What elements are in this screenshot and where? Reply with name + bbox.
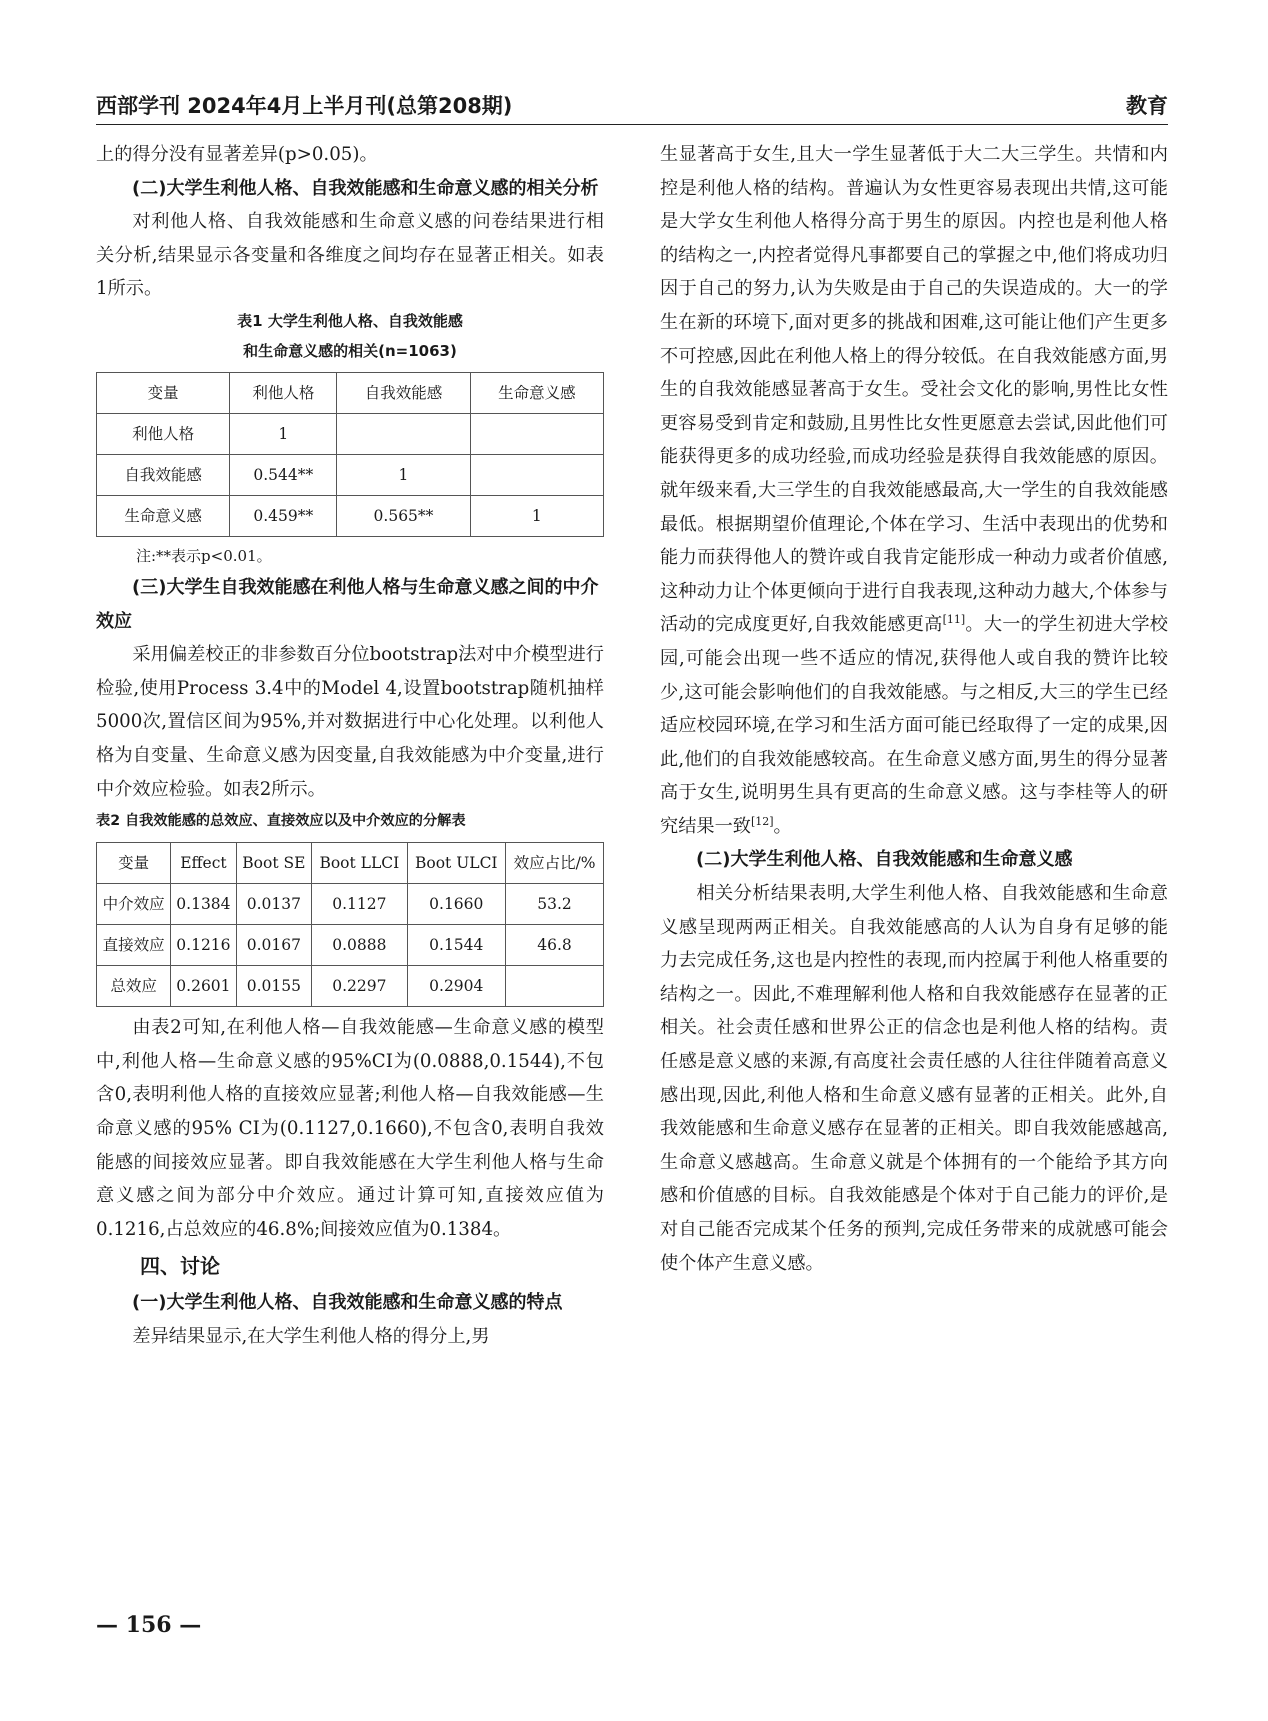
table2-caption: 表2 自我效能感的总效应、直接效应以及中介效应的分解表 — [96, 813, 466, 830]
table-header-cell: Boot LLCI — [312, 843, 407, 884]
paragraph: 由表2可知,在利他人格—自我效能感—生命意义感的模型中,利他人格—生命意义感的95%CI为(0.0888,0.1544),不包含0,表明利他人格的直接效应显著;利他人格—自我效能感—生命意义感的95% CI为(0.1127,0.1660),不包含0,表明自我效能感的间接效应显著。即自我效能感在大学生利他人格与生命意义感之间为部分中介效应。通过计算可知,直接效应值为0.1216,占总效应的46.8%;间接效应值为0.1384。 — [96, 1017, 604, 1240]
paragraph-text: 。大一的学生初进大学校园,可能会出现一些不适应的情况,获得他人或自我的赞许比较少,这可能会影响他们的自我效能感。与之相反,大三的学生已经适应校园环境,在学习和生活方面可能已经取得了一定的成果,因此,他们的自我效能感较高。在生命意义感方面,男生的得分显著高于女生,说明男生具有更高的生命意义感。这与李桂等人的研究结果一致 — [660, 614, 1168, 837]
table-row — [97, 495, 604, 536]
table-header-cell: Boot SE — [236, 843, 312, 884]
table2 — [96, 842, 604, 1007]
table-cell: 1 — [470, 495, 603, 536]
table-header-cell: Boot ULCI — [407, 843, 506, 884]
table-cell: 0.1384 — [171, 884, 236, 925]
table-cell: 0.1544 — [407, 925, 506, 966]
table-cell: 0.565** — [337, 495, 470, 536]
table-cell: 53.2 — [506, 884, 604, 925]
left-column — [96, 138, 604, 1353]
table-cell: 0.1660 — [407, 884, 506, 925]
journal-issue: 西部学刊 2024年4月上半月刊(总第208期) — [96, 94, 513, 118]
table-cell: 0.2297 — [312, 966, 407, 1007]
table-cell: 0.0155 — [236, 966, 312, 1007]
section-heading: (二)大学生利他人格、自我效能感和生命意义感的相关分析 — [132, 177, 599, 199]
table-header-cell: 自我效能感 — [337, 372, 470, 413]
page-number: — 156 — — [96, 1612, 202, 1638]
citation: [12] — [750, 814, 774, 828]
paragraph — [660, 138, 1168, 843]
table-header-cell: 利他人格 — [230, 372, 337, 413]
table-cell: 自我效能感 — [97, 454, 230, 495]
table-cell: 0.2904 — [407, 966, 506, 1007]
paragraph: 采用偏差校正的非参数百分位bootstrap法对中介模型进行检验,使用Process 3.4中的Model 4,设置bootstrap随机抽样5000次,置信区间为95%,并对数据进行中心化处理。以利他人格为自变量、生命意义感为因变量,自我效能感为中介变量,进行中介效应检验。如表2所示。 — [96, 644, 604, 800]
table-cell: 总效应 — [97, 966, 171, 1007]
paragraph: 对利他人格、自我效能感和生命意义感的问卷结果进行相关分析,结果显示各变量和各维度之间均存在显著正相关。如表1所示。 — [96, 211, 604, 300]
paragraph: 差异结果显示,在大学生利他人格的得分上,男 — [132, 1325, 490, 1347]
citation: [11] — [942, 613, 966, 627]
table-row — [97, 884, 604, 925]
table-cell: 0.0137 — [236, 884, 312, 925]
table-cell: 0.544** — [230, 454, 337, 495]
table-cell: 1 — [337, 454, 470, 495]
section-heading: (二)大学生利他人格、自我效能感和生命意义感 — [696, 849, 1073, 871]
table-cell — [470, 454, 603, 495]
table-header-cell: 变量 — [97, 843, 171, 884]
table-row — [97, 413, 604, 454]
right-column — [660, 138, 1168, 1280]
table-header-cell: 效应占比/% — [506, 843, 604, 884]
section-name: 教育 — [1126, 94, 1168, 118]
table1-caption: 表1 大学生利他人格、自我效能感 — [237, 311, 463, 330]
table-cell: 1 — [230, 413, 337, 454]
section-heading: (三)大学生自我效能感在利他人格与生命意义感之间的中介效应 — [96, 576, 599, 632]
table1-note: 注:**表示p<0.01。 — [136, 546, 272, 565]
table-row — [97, 925, 604, 966]
table-cell — [337, 413, 470, 454]
table-cell: 0.0167 — [236, 925, 312, 966]
table-cell: 0.1127 — [312, 884, 407, 925]
table-cell: 0.2601 — [171, 966, 236, 1007]
table-cell — [470, 413, 603, 454]
section-heading: 四、讨论 — [140, 1254, 220, 1279]
paragraph-text: 。 — [773, 815, 792, 837]
table-header-row — [97, 372, 604, 413]
table-header-cell: Effect — [171, 843, 236, 884]
section-heading: (一)大学生利他人格、自我效能感和生命意义感的特点 — [132, 1292, 563, 1314]
page-header — [96, 84, 1168, 125]
table-cell: 中介效应 — [97, 884, 171, 925]
table-row — [97, 966, 604, 1007]
paragraph-text: 生显著高于女生,且大一学生显著低于大二大三学生。共情和内控是利他人格的结构。普遍认为女性更容易表现出共情,这可能是大学女生利他人格得分高于男生的原因。内控也是利他人格的结构之一,内控者觉得凡事都要自己的掌握之中,他们将成功归因于自己的努力,认为失败是由于自己的失误造成的。大一的学生在新的环境下,面对更多的挑战和困难,这可能让他们产生更多不可控感,因此在利他人格上的得分较低。在自我效能感方面,男生的自我效能感显著高于女生。受社会文化的影响,男性比女性更容易受到肯定和鼓励,且男性比女性更愿意去尝试,因此他们可能获得更多的成功经验,而成功经验是获得自我效能感的原因。就年级来看,大三学生的自我效能感最高,大一学生的自我效能感最低。根据期望价值理论,个体在学习、生活中表现出的优势和能力而获得他人的赞许或自我肯定能形成一种动力或者价值感,这种动力让个体更倾向于进行自我表现,这种动力越大,个体参与活动的完成度更好,自我效能感更高 — [660, 144, 1168, 636]
table-header-row — [97, 843, 604, 884]
paragraph: 相关分析结果表明,大学生利他人格、自我效能感和生命意义感呈现两两正相关。自我效能感高的人认为自身有足够的能力去完成任务,这也是内控性的表现,而内控属于利他人格重要的结构之一。因此,不难理解利他人格和自我效能感存在显著的正相关。社会责任感和世界公正的信念也是利他人格的结构。责任感是意义感的来源,有高度社会责任感的人往往伴随着高意义感出现,因此,利他人格和生命意义感有显著的正相关。此外,自我效能感和生命意义感存在显著的正相关。即自我效能感越高,生命意义感越高。生命意义就是个体拥有的一个能给予其方向感和价值感的目标。自我效能感是个体对于自己能力的评价,是对自己能否完成某个任务的预判,完成任务带来的成就感可能会使个体产生意义感。 — [660, 883, 1168, 1274]
table1-caption: 和生命意义感的相关(n=1063) — [243, 341, 457, 360]
table-cell: 46.8 — [506, 925, 604, 966]
table-header-cell: 生命意义感 — [470, 372, 603, 413]
table-row — [97, 454, 604, 495]
table-cell: 0.0888 — [312, 925, 407, 966]
table-header-cell: 变量 — [97, 372, 230, 413]
table-cell: 0.1216 — [171, 925, 236, 966]
table-cell: 直接效应 — [97, 925, 171, 966]
table-cell: 利他人格 — [97, 413, 230, 454]
table-cell: 0.459** — [230, 495, 337, 536]
paragraph: 上的得分没有显著差异(p>0.05)。 — [96, 144, 378, 165]
table1 — [96, 372, 604, 537]
table-cell — [506, 966, 604, 1007]
table-cell: 生命意义感 — [97, 495, 230, 536]
